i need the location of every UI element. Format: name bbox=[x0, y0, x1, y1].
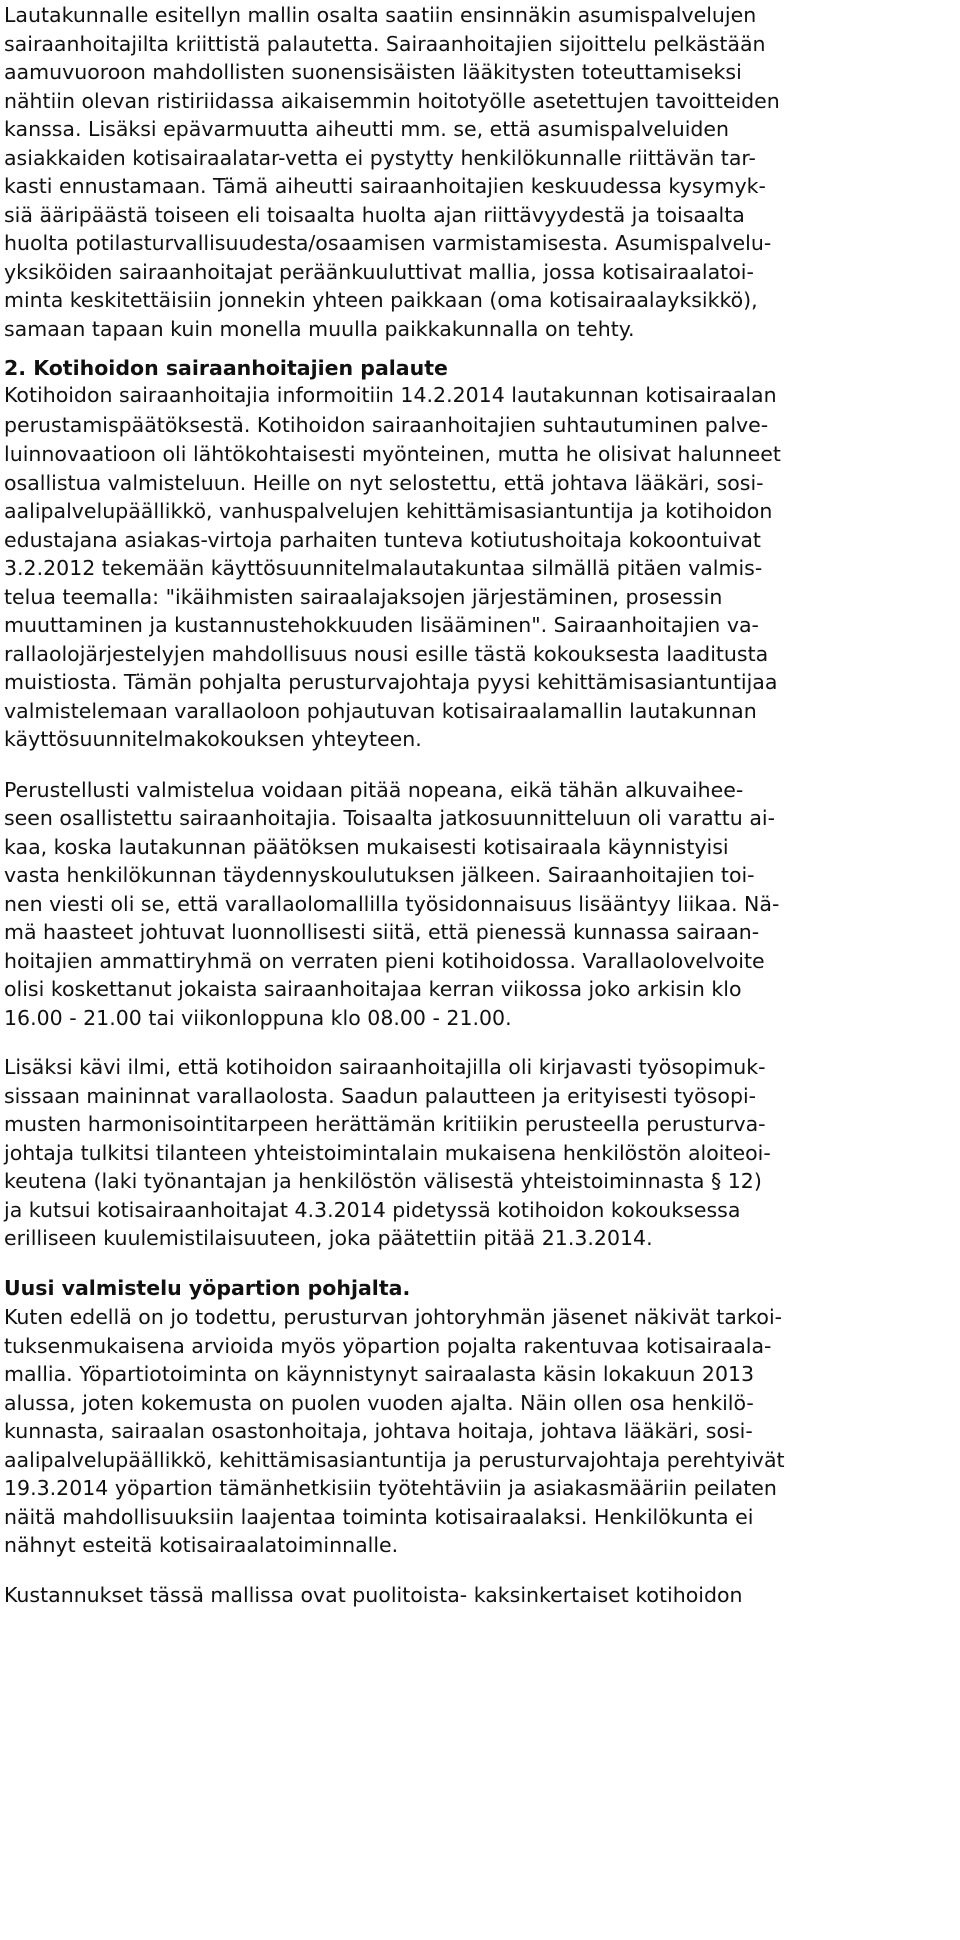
text-line: luinnovaatioon oli lähtökohtaisesti myönteinen, mutta he olisivat halunneet bbox=[4, 442, 781, 466]
text-line: samaan tapaan kuin monella muulla paikkakunnalla on tehty. bbox=[4, 317, 635, 341]
section-heading: 2. Kotihoidon sairaanhoitajien palaute bbox=[4, 356, 448, 380]
text-line: yksiköiden sairaanhoitajat peräänkuuluttivat mallia, jossa kotisairaalatoi- bbox=[4, 260, 754, 284]
text-line: sairaanhoitajilta kriittistä palautetta. Sairaanhoitajien sijoittelu pelkästään bbox=[4, 32, 766, 56]
text-line: Perustellusti valmistelua voidaan pitää nopeana, eikä tähän alkuvaihee- bbox=[4, 778, 744, 802]
text-line: 19.3.2014 yöpartion tämänhetkisiin työtehtäviin ja asiakasmääriin peilaten bbox=[4, 1476, 777, 1500]
text-line: seen osallistettu sairaanhoitajia. Toisaalta jatkosuunnitteluun oli varattu ai- bbox=[4, 806, 775, 830]
text-line: sissaan maininnat varallaolosta. Saadun palautteen ja erityisesti työsopi- bbox=[4, 1084, 757, 1108]
text-line: käyttösuunnitelmakokouksen yhteyteen. bbox=[4, 727, 422, 751]
text-line: vasta henkilökunnan täydennyskoulutuksen jälkeen. Sairaanhoitajien toi- bbox=[4, 863, 755, 887]
text-line: ja kutsui kotisairaanhoitajat 4.3.2014 pidetyssä kotihoidon kokouksessa bbox=[4, 1198, 741, 1222]
text-line: muistiosta. Tämän pohjalta perusturvajohtaja pyysi kehittämisasiantuntijaa bbox=[4, 670, 778, 694]
text-line: osallistua valmisteluun. Heille on nyt selostettu, että johtava lääkäri, sosi- bbox=[4, 471, 764, 495]
text-line: musten harmonisointitarpeen herättämän kritiikin perusteella perusturva- bbox=[4, 1112, 766, 1136]
text-line: Lisäksi kävi ilmi, että kotihoidon sairaanhoitajilla oli kirjavasti työsopimuk- bbox=[4, 1055, 766, 1079]
text-line: Kuten edellä on jo todettu, perusturvan johtoryhmän jäsenet näkivät tarkoi- bbox=[4, 1305, 783, 1329]
text-line: näitä mahdollisuuksiin laajentaa toiminta kotisairaalaksi. Henkilökunta ei bbox=[4, 1505, 754, 1529]
text-line: nähnyt esteitä kotisairaalatoiminnalle. bbox=[4, 1533, 399, 1557]
text-line: kunnasta, sairaalan osastonhoitaja, johtava hoitaja, johtava lääkäri, sosi- bbox=[4, 1419, 753, 1443]
text-line: erilliseen kuulemistilaisuuteen, joka päätettiin pitää 21.3.2014. bbox=[4, 1226, 653, 1250]
text-line: Lautakunnalle esitellyn mallin osalta saatiin ensinnäkin asumispalvelujen bbox=[4, 3, 757, 27]
text-line: 3.2.2012 tekemään käyttösuunnitelmalautakuntaa silmällä pitäen valmis- bbox=[4, 556, 763, 580]
text-line: mallia. Yöpartiotoiminta on käynnistynyt sairaalasta käsin lokakuun 2013 bbox=[4, 1362, 755, 1386]
text-line: hoitajien ammattiryhmä on verraten pieni kotihoidossa. Varallaolovelvoite bbox=[4, 949, 765, 973]
text-line: mä haasteet johtuvat luonnollisesti siitä, että pienessä kunnassa sairaan- bbox=[4, 920, 760, 944]
text-line: muuttaminen ja kustannustehokkuuden lisääminen". Sairaanhoitajien va- bbox=[4, 613, 759, 637]
text-line: aalipalvelupäällikkö, kehittämisasiantuntija ja perusturvajohtaja perehtyivät bbox=[4, 1448, 785, 1472]
text-line: olisi koskettanut jokaista sairaanhoitajaa kerran viikossa joko arkisin klo bbox=[4, 977, 742, 1001]
text-line: siä ääripäästä toiseen eli toisaalta huolta ajan riittävyydestä ja toisaalta bbox=[4, 203, 745, 227]
text-line: tuksenmukaisena arvioida myös yöpartion pojalta rakentuvaa kotisairaala- bbox=[4, 1334, 772, 1358]
text-line: alussa, joten kokemusta on puolen vuoden ajalta. Näin ollen osa henkilö- bbox=[4, 1391, 754, 1415]
section-heading: Uusi valmistelu yöpartion pohjalta. bbox=[4, 1276, 411, 1300]
text-line: aalipalvelupäällikkö, vanhuspalvelujen kehittämisasiantuntija ja kotihoidon bbox=[4, 499, 773, 523]
text-line: kaa, koska lautakunnan päätöksen mukaisesti kotisairaala käynnistyisi bbox=[4, 835, 729, 859]
text-line: minta keskitettäisiin jonnekin yhteen paikkaan (oma kotisairaalayksikkö), bbox=[4, 288, 758, 312]
text-line: kasti ennustamaan. Tämä aiheutti sairaanhoitajien keskuudessa kysymyk- bbox=[4, 174, 766, 198]
text-line: perustamispäätöksestä. Kotihoidon sairaanhoitajien suhtautuminen palve- bbox=[4, 413, 769, 437]
text-line: nähtiin olevan ristiriidassa aikaisemmin hoitotyölle asetettujen tavoitteiden bbox=[4, 89, 780, 113]
text-line: nen viesti oli se, että varallaolomallilla työsidonnaisuus lisääntyy liikaa. Nä- bbox=[4, 892, 780, 916]
text-line: 16.00 - 21.00 tai viikonloppuna klo 08.00 - 21.00. bbox=[4, 1006, 512, 1030]
text-line: telua teemalla: "ikäihmisten sairaalajaksojen järjestäminen, prosessin bbox=[4, 585, 723, 609]
text-line: keutena (laki työnantajan ja henkilöstön välisestä yhteistoiminnasta § 12) bbox=[4, 1169, 762, 1193]
text-line: valmistelemaan varallaoloon pohjautuvan kotisairaalamallin lautakunnan bbox=[4, 699, 757, 723]
text-line: huolta potilasturvallisuudesta/osaamisen varmistamisesta. Asumispalvelu- bbox=[4, 231, 772, 255]
text-line: Kotihoidon sairaanhoitajia informoitiin 14.2.2014 lautakunnan kotisairaalan bbox=[4, 383, 777, 407]
text-line: Kustannukset tässä mallissa ovat puolitoista- kaksinkertaiset kotihoidon bbox=[4, 1583, 743, 1607]
text-line: edustajana asiakas-virtoja parhaiten tunteva kotiutushoitaja kokoontuivat bbox=[4, 528, 761, 552]
text-line: asiakkaiden kotisairaalatar-vetta ei pystytty henkilökunnalle riittävän tar- bbox=[4, 146, 756, 170]
text-line: johtaja tulkitsi tilanteen yhteistoimintalain mukaisena henkilöstön aloiteoi- bbox=[4, 1141, 771, 1165]
text-line: kanssa. Lisäksi epävarmuutta aiheutti mm. se, että asumispalveluiden bbox=[4, 117, 730, 141]
text-line: rallaolojärjestelyjen mahdollisuus nousi esille tästä kokouksesta laaditusta bbox=[4, 642, 769, 666]
text-line: aamuvuoroon mahdollisten suonensisäisten lääkitysten toteuttamiseksi bbox=[4, 60, 742, 84]
